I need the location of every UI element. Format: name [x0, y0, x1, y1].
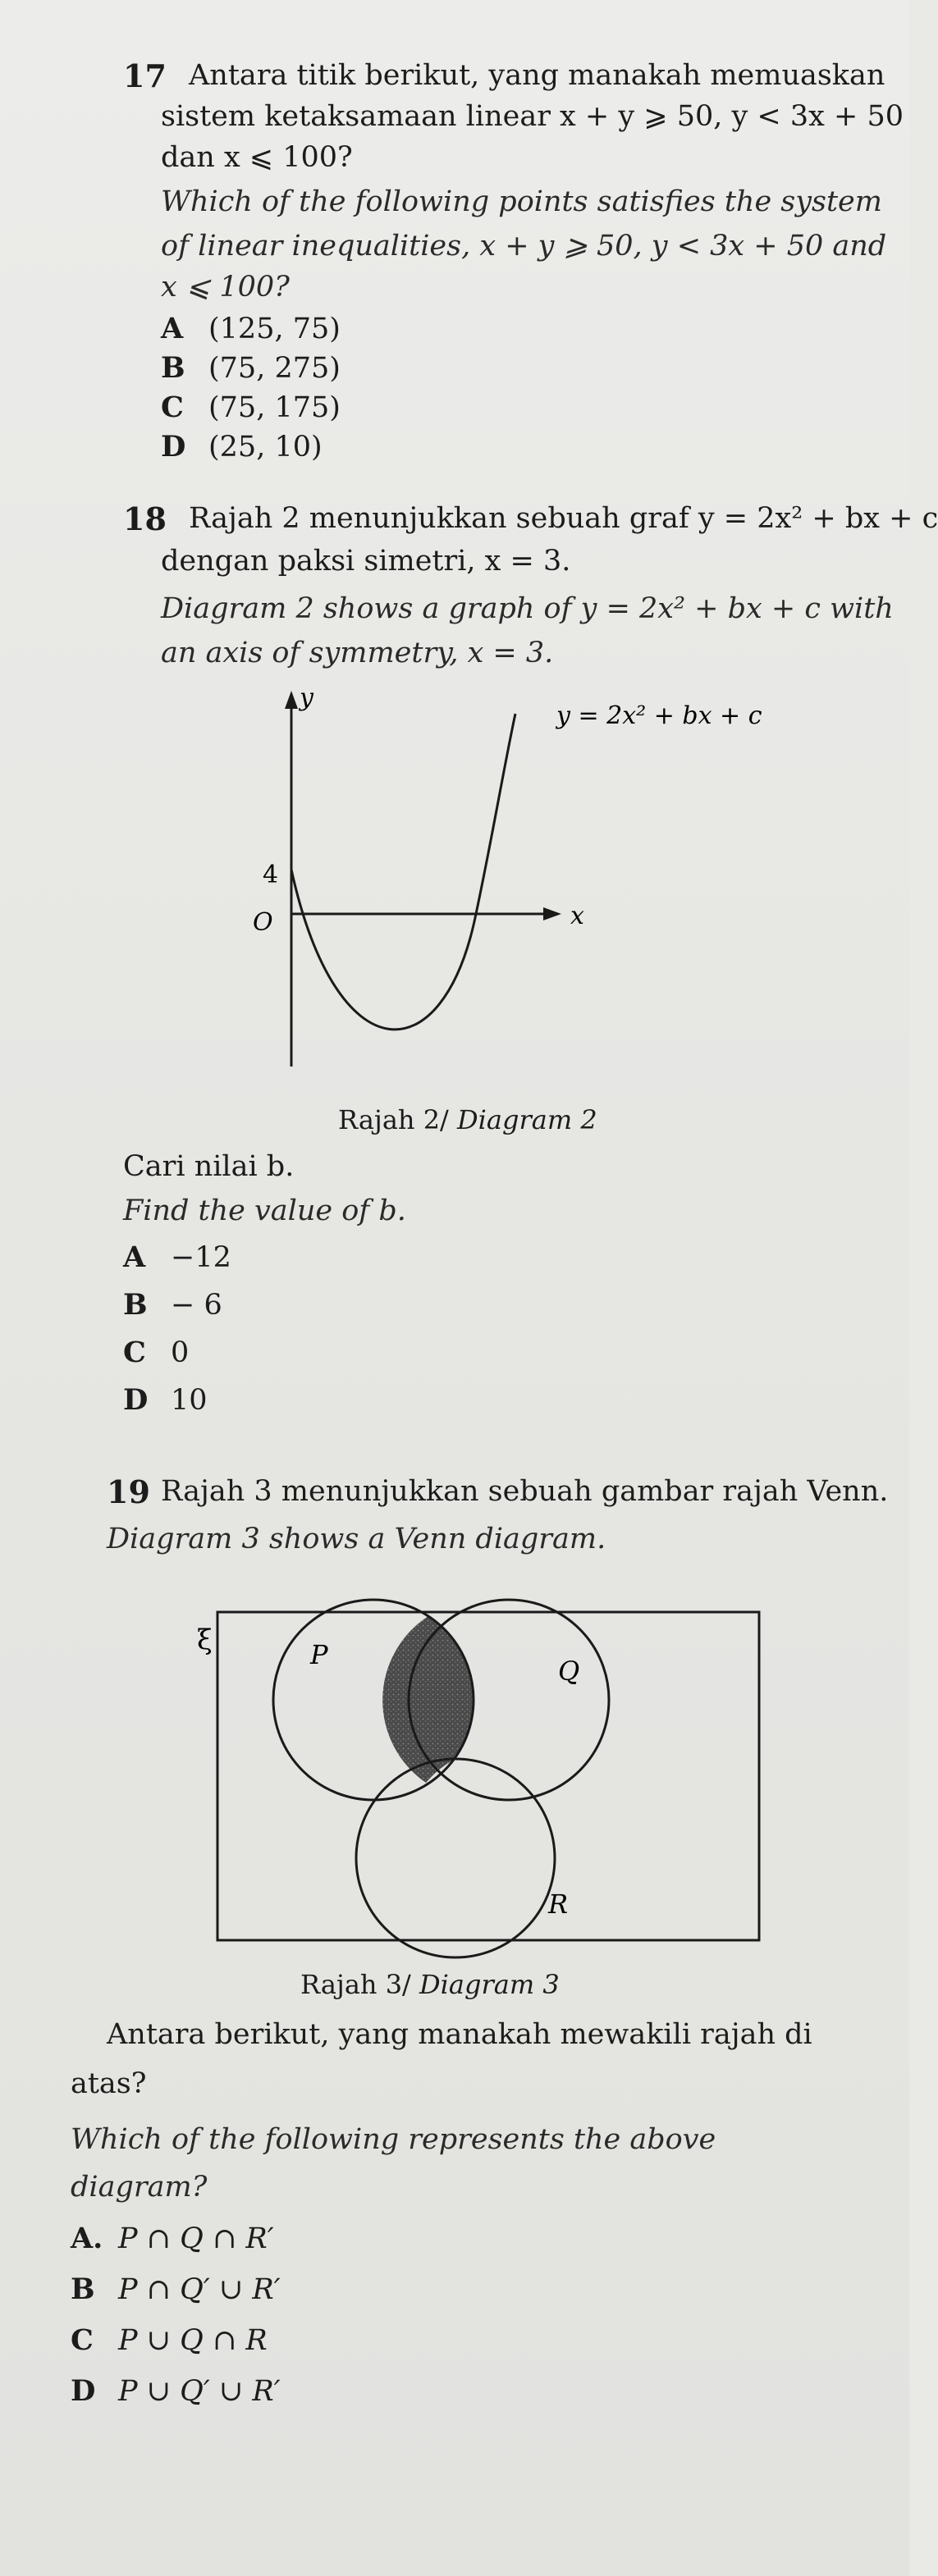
y-axis-arrow	[285, 691, 298, 709]
q18-option-c[interactable]	[123, 1336, 189, 1369]
q18-option-b[interactable]	[123, 1288, 222, 1322]
y-axis-label: y	[300, 683, 313, 712]
option-text: −12	[171, 1241, 231, 1274]
q18-ms-line2: dengan paksi simetri, x = 3.	[161, 545, 571, 578]
q17-ms-line1: Antara titik berikut, yang manakah memuaskan	[189, 59, 885, 92]
universal-set-symbol: ξ	[197, 1624, 213, 1656]
option-letter: B	[123, 1288, 148, 1322]
q17-option-d[interactable]	[161, 430, 323, 464]
q19-number: 19	[107, 1473, 150, 1510]
q18-option-d[interactable]	[123, 1383, 208, 1417]
set-r-label: R	[548, 1889, 569, 1920]
universal-set-box	[217, 1612, 759, 1940]
q19-en-q-line1: Which of the following represents the above	[71, 2123, 716, 2156]
q18-option-a[interactable]	[123, 1240, 231, 1274]
origin-label: O	[253, 908, 273, 937]
x-axis-label: x	[570, 902, 584, 930]
q18-ms-line1: Rajah 2 menunjukkan sebuah graf y = 2x² + bx + c	[189, 502, 938, 535]
option-letter: C	[123, 1336, 146, 1369]
option-letter: B	[71, 2272, 95, 2306]
q17-ms-line2: sistem ketaksamaan linear x + y ⩾ 50, y < 3x + 50	[161, 100, 904, 133]
option-text: (25, 10)	[208, 431, 323, 464]
q17-ms-line3: dan x ⩽ 100?	[161, 141, 353, 174]
q17-en-line3: x ⩽ 100?	[161, 271, 290, 304]
q19-ms-q-line1: Antara berikut, yang manakah mewakili rajah di	[107, 2018, 812, 2051]
option-text: P ∪ Q′ ∪ R′	[118, 2375, 281, 2408]
caption-en: Diagram 2	[457, 1104, 597, 1135]
option-text: P ∪ Q ∩ R	[118, 2324, 268, 2357]
option-letter: C	[71, 2323, 94, 2357]
q18-number: 18	[123, 500, 167, 537]
q19-option-a[interactable]	[71, 2222, 274, 2255]
q19-en-line1: Diagram 3 shows a Venn diagram.	[107, 1523, 606, 1555]
shaded-region	[205, 1600, 771, 1953]
q18-en-line2: an axis of symmetry, x = 3.	[161, 637, 554, 669]
q17-option-c[interactable]	[161, 391, 341, 424]
caption-ms: Rajah 3/	[300, 1969, 411, 2000]
option-text: (75, 175)	[208, 391, 341, 424]
q17-en-line2: of linear inequalities, x + y ⩾ 50, y < 3x + 50 and	[161, 230, 887, 263]
parabola-curve	[291, 714, 515, 1030]
q18-prompt-en: Find the value of b.	[123, 1194, 406, 1227]
quadratic-graph	[222, 681, 796, 1091]
q17-option-a[interactable]	[161, 312, 341, 345]
option-letter: C	[161, 391, 184, 424]
q19-en-q-line2: diagram?	[71, 2171, 208, 2204]
venn-diagram	[197, 1600, 771, 1953]
option-text: P ∩ Q ∩ R′	[118, 2222, 274, 2255]
diagram-2-caption	[338, 1104, 597, 1135]
set-q-label: Q	[558, 1656, 580, 1687]
q19-option-b[interactable]	[71, 2272, 281, 2306]
y-intercept-label: 4	[263, 861, 279, 889]
circle-r	[356, 1759, 555, 1957]
q18-prompt-ms: Cari nilai b.	[123, 1150, 295, 1183]
option-letter: B	[161, 351, 185, 385]
option-letter: D	[123, 1383, 149, 1417]
set-p-label: P	[310, 1639, 328, 1670]
curve-equation-label: y = 2x² + bx + c	[556, 701, 762, 730]
diagram-3-caption	[300, 1969, 560, 2000]
option-letter: D	[71, 2374, 96, 2408]
q19-option-c[interactable]	[71, 2323, 268, 2357]
option-text: (125, 75)	[208, 313, 341, 345]
option-letter: A.	[71, 2222, 103, 2255]
option-letter: A	[123, 1240, 146, 1274]
option-text: P ∩ Q′ ∪ R′	[118, 2273, 281, 2306]
q17-option-b[interactable]	[161, 351, 341, 385]
q19-ms-line1: Rajah 3 menunjukkan sebuah gambar rajah Venn.	[161, 1475, 889, 1508]
q19-option-d[interactable]	[71, 2374, 281, 2408]
q19-ms-q-line2: atas?	[71, 2067, 147, 2100]
x-axis-arrow	[543, 907, 561, 920]
q17-en-line1: Which of the following points satisfies the system	[161, 185, 882, 218]
q17-number: 17	[123, 57, 167, 94]
option-letter: A	[161, 312, 184, 345]
option-text: (75, 275)	[208, 352, 341, 385]
option-text: 0	[171, 1336, 190, 1369]
caption-ms: Rajah 2/	[338, 1104, 449, 1135]
option-letter: D	[161, 430, 186, 464]
option-text: 10	[171, 1384, 208, 1417]
caption-en: Diagram 3	[419, 1969, 560, 2000]
option-text: − 6	[171, 1289, 222, 1322]
q18-en-line1: Diagram 2 shows a graph of y = 2x² + bx + c with	[161, 592, 894, 625]
